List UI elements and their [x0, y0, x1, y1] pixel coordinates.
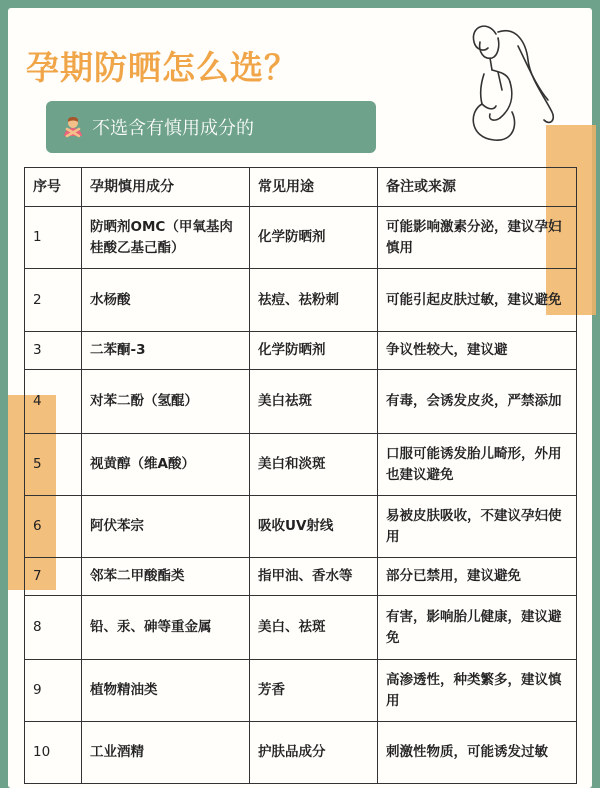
row-use: 美白、祛斑 [250, 596, 378, 660]
ingredient-table [24, 167, 577, 784]
row-note: 争议性较大，建议避 [378, 332, 577, 370]
row-ingredient: 工业酒精 [82, 722, 250, 784]
pregnant-woman-icon [458, 16, 558, 156]
row-note: 易被皮肤吸收，不建议孕妇使用 [378, 496, 577, 558]
table-row [25, 558, 577, 596]
row-use: 指甲油、香水等 [250, 558, 378, 596]
table-row [25, 434, 577, 496]
gesture-no-person-icon [62, 116, 84, 138]
row-ingredient: 铅、汞、砷等重金属 [82, 596, 250, 660]
row-use: 护肤品成分 [250, 722, 378, 784]
page-title: 孕期防晒怎么选？ [26, 48, 298, 87]
row-note: 高渗透性，种类繁多，建议慎用 [378, 660, 577, 722]
row-number: 8 [25, 596, 82, 660]
row-ingredient: 防晒剂OMC（甲氧基肉桂酸乙基己酯） [82, 207, 250, 269]
row-use: 吸收UV射线 [250, 496, 378, 558]
table-row [25, 207, 577, 269]
row-number: 7 [25, 558, 82, 596]
row-note: 有害，影响胎儿健康，建议避免 [378, 596, 577, 660]
row-note: 刺激性物质，可能诱发过敏 [378, 722, 577, 784]
row-ingredient: 视黄醇（维A酸） [82, 434, 250, 496]
table-row [25, 496, 577, 558]
row-note: 有毒，会诱发皮炎，严禁添加 [378, 370, 577, 434]
row-number: 5 [25, 434, 82, 496]
row-number: 3 [25, 332, 82, 370]
row-note: 可能影响激素分泌，建议孕妇慎用 [378, 207, 577, 269]
table-row [25, 596, 577, 660]
header-number: 序号 [25, 168, 82, 207]
row-ingredient: 对苯二酚（氢醌） [82, 370, 250, 434]
row-use: 美白和淡斑 [250, 434, 378, 496]
row-number: 1 [25, 207, 82, 269]
row-ingredient: 二苯酮-3 [82, 332, 250, 370]
row-number: 4 [25, 370, 82, 434]
row-number: 2 [25, 269, 82, 332]
row-number: 9 [25, 660, 82, 722]
row-use: 化学防晒剂 [250, 332, 378, 370]
banner-text: 不选含有慎用成分的 [92, 118, 254, 139]
table-header-row [25, 168, 577, 207]
header-use: 常见用途 [250, 168, 378, 207]
row-note: 口服可能诱发胎儿畸形，外用也建议避免 [378, 434, 577, 496]
table-row [25, 269, 577, 332]
row-use: 化学防晒剂 [250, 207, 378, 269]
table-row [25, 370, 577, 434]
row-note: 部分已禁用，建议避免 [378, 558, 577, 596]
row-ingredient: 邻苯二甲酸酯类 [82, 558, 250, 596]
row-note: 可能引起皮肤过敏，建议避免 [378, 269, 577, 332]
row-ingredient: 水杨酸 [82, 269, 250, 332]
table-row [25, 660, 577, 722]
row-ingredient: 阿伏苯宗 [82, 496, 250, 558]
row-use: 祛痘、祛粉刺 [250, 269, 378, 332]
row-use: 芳香 [250, 660, 378, 722]
table-row [25, 722, 577, 784]
row-ingredient: 植物精油类 [82, 660, 250, 722]
row-number: 10 [25, 722, 82, 784]
header-note: 备注或来源 [378, 168, 577, 207]
row-use: 美白祛斑 [250, 370, 378, 434]
table-row [25, 332, 577, 370]
row-number: 6 [25, 496, 82, 558]
header-ingredient: 孕期慎用成分 [82, 168, 250, 207]
banner-subtitle [46, 101, 376, 153]
